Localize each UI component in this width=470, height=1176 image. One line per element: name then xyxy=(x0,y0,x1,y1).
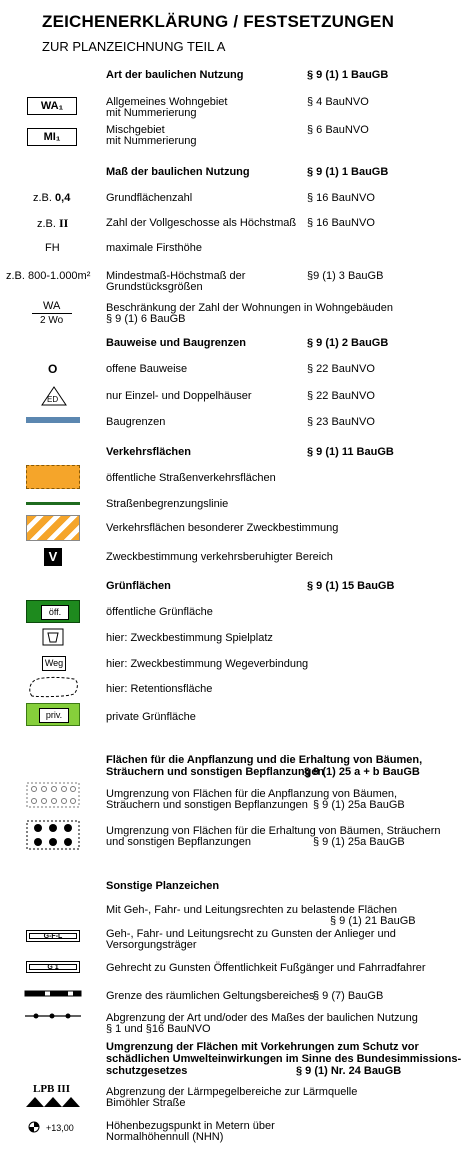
ret-text: hier: Retentionsfläche xyxy=(106,683,213,695)
abgr-text1: Abgrenzung der Art und/oder des Maßes der baulichen Nutzung xyxy=(106,1012,418,1024)
g1-symbol-box xyxy=(26,961,80,973)
heading-gruen: Grünflächen xyxy=(106,580,171,592)
ref-bauweise: § 9 (1) 2 BauGB xyxy=(307,337,389,349)
gfl-ref: § 9 (1) 21 BauGB xyxy=(330,915,416,927)
abgr-text2: § 1 und §16 BauNVO xyxy=(106,1023,211,1035)
lpb-symbol: LPB III xyxy=(33,1083,70,1095)
anpf-ref: § 9 (1) 25a BauGB xyxy=(313,799,405,811)
retention-area-icon xyxy=(26,676,80,698)
grz-prefix: z.B. xyxy=(33,192,56,204)
priv-text: private Grünfläche xyxy=(106,711,196,723)
umw-ref: § 9 (1) Nr. 24 BauGB xyxy=(296,1065,402,1077)
mi-symbol: MI₁ xyxy=(43,131,61,143)
umw-text3: schutzgesetzes xyxy=(106,1065,188,1077)
lpb-text1: Abgrenzung der Lärmpegelbereiche zur Lärmquelle xyxy=(106,1086,358,1098)
wo-fraction-line xyxy=(32,313,72,314)
mi-text1: Mischgebiet xyxy=(106,124,165,136)
wo-text1: Beschränkung der Zahl der Wohnungen in Wohngebäuden xyxy=(106,302,394,314)
nhn-text2: Normalhöhennull (NHN) xyxy=(106,1131,224,1143)
bg-ref: § 23 BauNVO xyxy=(307,416,375,428)
g1-symbol: G 1 xyxy=(29,964,77,970)
min-text2: Grundstücksgrößen xyxy=(106,281,203,293)
mi-ref: § 6 BauNVO xyxy=(307,124,369,136)
ref-mass: § 9 (1) 1 BauGB xyxy=(307,166,389,178)
vg-symbol xyxy=(37,217,68,230)
v-text: Zweckbestimmung verkehrsberuhigter Bereich xyxy=(106,551,333,563)
ref-verkehr: § 9 (1) 11 BauGB xyxy=(307,446,394,458)
boundary-line-icon xyxy=(24,988,82,1000)
vg-prefix: z.B. xyxy=(37,218,60,230)
nhn-symbol: +13,00 xyxy=(46,1123,74,1133)
heading-pflanz2: Sträuchern und sonstigen Bepflanzungen xyxy=(106,766,325,778)
grz-symbol xyxy=(33,192,70,204)
ref-gruen: § 9 (1) 15 BauGB xyxy=(307,580,395,592)
o-ref: § 22 BauNVO xyxy=(307,363,375,375)
fh-symbol: FH xyxy=(45,242,60,254)
anpf-text2: Sträuchern und sonstigen Bepflanzungen xyxy=(106,799,308,811)
wo-text2: § 9 (1) 6 BauGB xyxy=(106,313,186,325)
o-text: offene Bauweise xyxy=(106,363,188,375)
lpb-text2: Bimöhler Straße xyxy=(106,1097,186,1109)
heading-bauweise: Bauweise und Baugrenzen xyxy=(106,337,246,349)
mi-symbol-box xyxy=(27,128,77,146)
grz-text: Grundflächenzahl xyxy=(106,192,193,204)
ed-symbol: ED xyxy=(47,395,59,404)
weg-symbol: Weg xyxy=(42,656,66,671)
nhn-text1: Höhenbezugspunkt in Metern über xyxy=(106,1120,275,1132)
ed-text: nur Einzel- und Doppelhäuser xyxy=(106,390,252,402)
heading-sonst: Sonstige Planzeichen xyxy=(106,880,220,892)
gfl-symbol: G-F-L xyxy=(29,933,77,939)
min-ref: §9 (1) 3 BauGB xyxy=(307,270,384,282)
weg-text: hier: Zweckbestimmung Wegeverbindung xyxy=(106,658,309,670)
gfl-symbol-box xyxy=(26,930,80,942)
g1-text: Gehrecht zu Gunsten Öffentlichkeit Fußgänger und Fahrradfahrer xyxy=(106,962,426,974)
road-area-swatch xyxy=(26,465,80,489)
preservation-area-icon xyxy=(26,820,80,850)
road-text: öffentliche Straßenverkehrsflächen xyxy=(106,472,276,484)
heading-mass: Maß der baulichen Nutzung xyxy=(106,166,250,178)
min-text1: Mindestmaß-Höchstmaß der xyxy=(106,270,246,282)
min-symbol: z.B. 800-1.000m² xyxy=(6,270,91,282)
gfl-text1: Mit Geh-, Fahr- und Leitungsrechten zu belastende Flächen xyxy=(106,904,398,916)
umw-text2: schädlichen Umwelteinwirkungen im Sinne des Bundesimmissions- xyxy=(106,1053,462,1065)
erh-text2: und sonstigen Bepflanzungen xyxy=(106,836,251,848)
lpb-triangles-icon xyxy=(26,1096,80,1108)
wa-text1: Allgemeines Wohngebiet xyxy=(106,96,228,108)
street-boundary-line xyxy=(26,502,80,505)
playground-icon xyxy=(42,628,64,646)
v-symbol: V xyxy=(44,548,62,566)
line-text: Straßenbegrenzungslinie xyxy=(106,498,229,510)
bg-text: Baugrenzen xyxy=(106,416,166,428)
ed-ref: § 22 BauNVO xyxy=(307,390,375,402)
public-green-swatch xyxy=(26,600,80,623)
o-symbol: O xyxy=(48,362,58,376)
erh-text1: Umgrenzung von Flächen für die Erhaltung von Bäumen, Sträuchern xyxy=(106,825,441,837)
height-point-icon xyxy=(28,1121,40,1133)
grenze-ref: § 9 (7) BauGB xyxy=(313,990,384,1002)
dot-line-icon xyxy=(24,1010,82,1022)
vg-ref: § 16 BauNVO xyxy=(307,217,375,229)
erh-ref: § 9 (1) 25a BauGB xyxy=(313,836,405,848)
page-subtitle: ZUR PLANZEICHNUNG TEIL A xyxy=(42,39,226,54)
ref-art: § 9 (1) 1 BauGB xyxy=(307,69,389,81)
page-title: ZEICHENERKLÄRUNG / FESTSETZUNGEN xyxy=(42,12,395,31)
baugrenze-line xyxy=(26,417,80,423)
special-text: Verkehrsflächen besonderer Zweckbestimmung xyxy=(106,522,339,534)
grz-value: 0,4 xyxy=(55,192,71,204)
oeff-text: öffentliche Grünfläche xyxy=(106,606,213,618)
heading-pflanz1: Flächen für die Anpflanzung und die Erhaltung von Bäumen, xyxy=(106,754,423,766)
mi-text2: mit Nummerierung xyxy=(106,135,197,147)
wa-symbol: WA₁ xyxy=(40,100,64,112)
anpf-text1: Umgrenzung von Flächen für die Anpflanzung von Bäumen, xyxy=(106,788,398,800)
wo-top: WA xyxy=(43,300,61,312)
vg-text: Zahl der Vollgeschosse als Höchstmaß xyxy=(106,217,297,229)
wa-ref: § 4 BauNVO xyxy=(307,96,369,108)
grenze-text: Grenze des räumlichen Geltungsbereiches xyxy=(106,990,315,1002)
heading-verkehr: Verkehrsflächen xyxy=(106,446,191,458)
vg-value: II xyxy=(59,216,69,230)
gfl2-text2: Versorgungsträger xyxy=(106,939,197,951)
private-green-swatch xyxy=(26,703,80,726)
gfl2-text1: Geh-, Fahr- und Leitungsrecht zu Gunsten der Anlieger und xyxy=(106,928,396,940)
oeff-symbol: öff. xyxy=(41,605,69,620)
spiel-text: hier: Zweckbestimmung Spielplatz xyxy=(106,632,273,644)
priv-symbol: priv. xyxy=(39,708,69,723)
grz-ref: § 16 BauNVO xyxy=(307,192,375,204)
planting-area-icon xyxy=(26,782,80,808)
special-traffic-swatch xyxy=(26,515,80,541)
wo-bottom: 2 Wo xyxy=(40,315,64,326)
wa-text2: mit Nummerierung xyxy=(106,107,197,119)
fh-text: maximale Firsthöhe xyxy=(106,242,202,254)
heading-art: Art der baulichen Nutzung xyxy=(106,69,244,81)
umw-text1: Umgrenzung der Flächen mit Vorkehrungen zum Schutz vor xyxy=(106,1041,419,1053)
ref-pflanz: § 9 (1) 25 a + b BauGB xyxy=(304,766,420,778)
wa-symbol-box xyxy=(27,97,77,115)
